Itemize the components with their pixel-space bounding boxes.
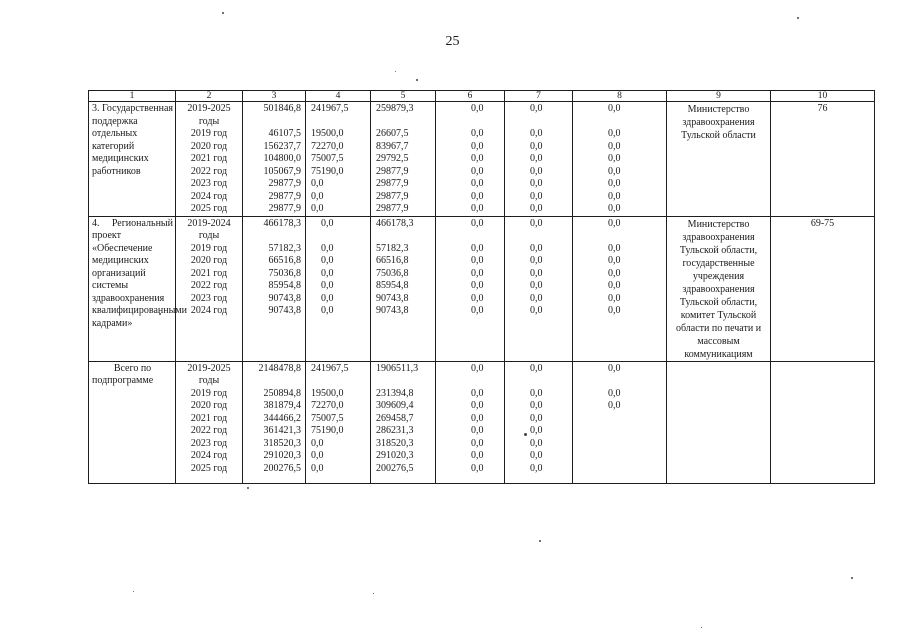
funding-col6-cell [436, 102, 505, 217]
table-row [89, 102, 875, 217]
period-total: 466178,3 [376, 217, 414, 229]
funding-col5-cell [371, 216, 436, 361]
year-value: 0,0 [311, 190, 324, 202]
measure-name-cell [89, 102, 176, 217]
year-value: 0,0 [471, 437, 484, 449]
year-value: 46107,5 [268, 128, 301, 139]
year-label: 2020 год [190, 255, 228, 266]
year-value: 0,0 [608, 267, 621, 279]
responsible-line: Тульской области, [679, 244, 758, 256]
year-value: 286231,3 [376, 425, 414, 436]
year-value: 0,0 [311, 462, 324, 474]
year-value: 105067,9 [263, 165, 301, 177]
year-value: 0,0 [530, 400, 543, 411]
year-value: 0,0 [471, 400, 484, 411]
year-value: 231394,8 [376, 387, 414, 399]
funding-col4-cell [306, 361, 371, 483]
year-value: 75036,8 [376, 267, 409, 279]
year-value: 0,0 [530, 437, 543, 449]
funding-col7-cell [505, 361, 573, 483]
year-value: 72270,0 [311, 140, 344, 152]
year-value: 0,0 [311, 178, 324, 189]
year-value: 0,0 [321, 305, 334, 316]
year-value: 0,0 [530, 292, 543, 304]
year-value: 29877,9 [268, 190, 301, 202]
column-number: 4 [306, 91, 371, 102]
period-total: 0,0 [608, 103, 621, 114]
year-value: 0,0 [608, 255, 621, 266]
funding-col7-cell [505, 102, 573, 217]
period-total: 259879,3 [376, 103, 414, 114]
year-value: 0,0 [530, 305, 543, 316]
page-number: 25 [445, 34, 460, 49]
column-number: 3 [243, 91, 306, 102]
measure-name: 4. Региональный проект «Обеспечение медицинских организаций системы здравоохранения квалифицированными кадрами» [92, 217, 187, 329]
measure-name-cell [89, 361, 176, 483]
year-value: 0,0 [530, 267, 543, 279]
period-total: 0,0 [530, 217, 543, 229]
year-value: 0,0 [530, 153, 543, 164]
year-value: 75190,0 [311, 165, 344, 177]
scan-speck [851, 577, 853, 579]
year-value: 0,0 [471, 462, 484, 474]
period-cell [176, 216, 243, 361]
year-label: 2021 год [190, 153, 228, 164]
period-total: 501846,8 [263, 103, 301, 114]
year-label: 2021 год [190, 267, 228, 279]
year-value: 29877,9 [268, 203, 301, 214]
year-value: 0,0 [530, 140, 543, 152]
year-label: 2019 год [190, 128, 228, 139]
year-value: 0,0 [530, 412, 543, 424]
period-total: 0,0 [608, 362, 621, 374]
funding-col5-cell [371, 361, 436, 483]
year-value: 0,0 [530, 462, 543, 474]
scan-speck [416, 79, 418, 81]
year-value: 0,0 [471, 128, 484, 139]
year-value: 0,0 [471, 178, 484, 189]
period-total: 241967,5 [311, 362, 349, 374]
indicator-ref-cell [771, 216, 875, 361]
period-range: 2019-2025 [187, 362, 231, 374]
total-funding-cell [243, 102, 306, 217]
year-value: 75190,0 [311, 425, 344, 436]
year-value: 0,0 [530, 203, 543, 214]
year-value: 75036,8 [268, 267, 301, 279]
year-value: 0,0 [321, 267, 334, 279]
year-value: 0,0 [608, 203, 621, 214]
year-value: 29877,9 [376, 178, 409, 189]
year-value: 0,0 [530, 255, 543, 266]
responsible-line: массовым [697, 335, 740, 347]
period-total: 0,0 [321, 217, 334, 229]
responsible-executor-cell [667, 361, 771, 483]
year-value: 0,0 [311, 437, 324, 449]
responsible-line: здравоохранения [682, 117, 755, 128]
indicator-ref-cell [771, 102, 875, 217]
year-value: 0,0 [530, 128, 543, 139]
year-label: 2022 год [190, 280, 228, 291]
year-value: 0,0 [311, 203, 324, 214]
responsible-line: Министерство [687, 104, 750, 115]
year-value: 0,0 [608, 387, 621, 399]
period-total: 241967,5 [311, 103, 349, 114]
year-value: 19500,0 [311, 128, 344, 139]
year-label: 2023 год [190, 178, 228, 189]
year-value: 291020,3 [263, 450, 301, 461]
year-value: 72270,0 [311, 400, 344, 411]
year-label: 2019 год [190, 387, 228, 399]
year-label: 2019 год [190, 242, 228, 254]
year-value: 57182,3 [268, 242, 301, 254]
year-value: 381879,4 [263, 400, 301, 411]
year-value: 0,0 [321, 280, 334, 291]
year-value: 0,0 [471, 190, 484, 202]
year-value: 0,0 [471, 203, 484, 214]
year-value: 90743,8 [268, 305, 301, 316]
year-value: 0,0 [321, 242, 334, 254]
year-value: 200276,5 [376, 462, 414, 474]
year-label: 2021 год [190, 412, 228, 424]
year-value: 0,0 [321, 255, 334, 266]
year-label: 2024 год [190, 305, 228, 316]
responsible-line: здравоохранения [682, 283, 755, 295]
year-label: 2025 год [190, 203, 228, 214]
year-value: 344466,2 [263, 412, 301, 424]
year-value: 0,0 [471, 165, 484, 177]
year-value: 0,0 [530, 387, 543, 399]
indicator-ref: 76 [817, 103, 828, 114]
indicator-ref: 69-75 [810, 217, 835, 229]
period-total: 0,0 [471, 362, 484, 374]
year-value: 0,0 [471, 280, 484, 291]
period-range: 2019-2025 [187, 103, 231, 114]
year-value: 0,0 [608, 178, 621, 189]
year-value: 90743,8 [376, 292, 409, 304]
year-value: 0,0 [321, 292, 334, 304]
responsible-executor-cell [667, 102, 771, 217]
year-value: 0,0 [471, 153, 484, 164]
year-value: 0,0 [530, 280, 543, 291]
funding-col8-cell [573, 216, 667, 361]
responsible-executor-cell [667, 216, 771, 361]
scan-speck [539, 540, 541, 542]
year-value: 269458,7 [376, 412, 414, 424]
year-value: 85954,8 [268, 280, 301, 291]
year-value: 0,0 [608, 400, 621, 411]
table-row-total [89, 361, 875, 483]
year-value: 85954,8 [376, 280, 409, 291]
year-value: 75007,5 [311, 153, 344, 164]
scan-speck [797, 17, 799, 19]
year-value: 0,0 [311, 450, 324, 461]
responsible-line: Министерство [687, 218, 750, 230]
column-number: 2 [176, 91, 243, 102]
column-number: 1 [89, 91, 176, 102]
year-value: 0,0 [471, 242, 484, 254]
funding-col4-cell [306, 102, 371, 217]
year-value: 66516,8 [376, 255, 409, 266]
year-value: 318520,3 [263, 437, 301, 449]
year-value: 156237,7 [263, 140, 301, 152]
period-total: 0,0 [471, 217, 484, 229]
year-value: 75007,5 [311, 412, 344, 424]
year-value: 0,0 [608, 292, 621, 304]
funding-col8-cell [573, 361, 667, 483]
period-total: 2148478,8 [258, 362, 301, 374]
responsible-line: коммуникациям [684, 348, 753, 360]
year-value: 0,0 [530, 178, 543, 189]
scan-speck [373, 593, 374, 594]
year-value: 0,0 [608, 305, 621, 316]
responsible-line: комитет Тульской [680, 309, 757, 321]
year-value: 0,0 [471, 267, 484, 279]
subprogram-funding-table [88, 90, 875, 484]
scan-speck [701, 627, 702, 628]
year-label: 2025 год [190, 462, 228, 474]
period-cell [176, 361, 243, 483]
year-label: 2023 год [190, 292, 228, 304]
year-value: 0,0 [530, 165, 543, 177]
period-cell [176, 102, 243, 217]
scan-speck [222, 12, 224, 14]
funding-col6-cell [436, 361, 505, 483]
year-value: 0,0 [608, 140, 621, 152]
funding-col7-cell [505, 216, 573, 361]
year-value: 29877,9 [268, 178, 301, 189]
period-total: 1906511,3 [376, 362, 419, 374]
year-value: 26607,5 [376, 128, 409, 139]
column-number-row [89, 91, 875, 102]
year-value: 0,0 [471, 450, 484, 461]
year-value: 0,0 [471, 140, 484, 152]
year-label: 2020 год [190, 400, 228, 411]
total-funding-cell [243, 361, 306, 483]
year-value: 90743,8 [268, 292, 301, 304]
year-value: 29877,9 [376, 190, 409, 202]
measure-name: 3. Государственная поддержка отдельных категорий медицинских работников [92, 103, 174, 177]
year-value: 90743,8 [376, 305, 409, 316]
scan-speck [247, 487, 249, 489]
column-number: 7 [505, 91, 573, 102]
period-total: 0,0 [471, 103, 484, 114]
responsible-line: Тульской области [681, 130, 756, 141]
responsible-line: государственные [682, 257, 755, 269]
period-unit: годы [198, 115, 220, 127]
column-number: 5 [371, 91, 436, 102]
year-value: 200276,5 [263, 462, 301, 474]
year-label: 2020 год [190, 140, 228, 152]
year-label: 2022 год [190, 425, 228, 436]
measure-name-cell [89, 216, 187, 361]
year-value: 0,0 [471, 292, 484, 304]
year-value: 66516,8 [268, 255, 301, 266]
year-label: 2023 год [190, 437, 228, 449]
year-value: 83967,7 [376, 140, 409, 152]
funding-col5-cell [371, 102, 436, 217]
period-total: 0,0 [530, 103, 543, 114]
year-label: 2024 год [190, 190, 228, 202]
year-value: 0,0 [471, 412, 484, 424]
year-value: 104800,0 [263, 153, 301, 164]
funding-col4-cell [306, 216, 371, 361]
period-total: 0,0 [530, 362, 543, 374]
column-number: 9 [667, 91, 771, 102]
year-value: 0,0 [530, 425, 543, 436]
measure-name: Всего по подпрограмме [92, 362, 154, 386]
column-number: 8 [573, 91, 667, 102]
responsible-line: Тульской области, [679, 296, 758, 308]
period-range: 2019-2024 [187, 217, 231, 229]
year-label: 2024 год [190, 450, 228, 461]
year-value: 0,0 [471, 305, 484, 316]
year-value: 318520,3 [376, 437, 414, 449]
year-value: 291020,3 [376, 450, 414, 461]
year-value: 0,0 [530, 242, 543, 254]
column-number: 10 [771, 91, 875, 102]
year-value: 29877,9 [376, 203, 409, 214]
year-value: 0,0 [471, 387, 484, 399]
year-value: 0,0 [608, 190, 621, 202]
year-value: 0,0 [608, 128, 621, 139]
year-value: 0,0 [471, 255, 484, 266]
year-value: 57182,3 [376, 242, 409, 254]
responsible-line: учреждения [692, 270, 745, 282]
column-number: 6 [436, 91, 505, 102]
year-value: 0,0 [608, 165, 621, 177]
period-total: 0,0 [608, 217, 621, 229]
year-value: 0,0 [471, 425, 484, 436]
funding-col8-cell [573, 102, 667, 217]
responsible-line: здравоохранения [682, 231, 755, 243]
scan-speck [395, 71, 396, 72]
year-value: 0,0 [530, 190, 543, 202]
year-value: 19500,0 [311, 387, 344, 399]
year-value: 361421,3 [263, 425, 301, 436]
year-value: 0,0 [530, 450, 543, 461]
table-row [89, 216, 875, 361]
period-unit: годы [198, 230, 220, 241]
year-value: 250894,8 [263, 387, 301, 399]
year-value: 0,0 [608, 242, 621, 254]
year-value: 309609,4 [376, 400, 414, 411]
indicator-ref-cell [771, 361, 875, 483]
scan-speck [133, 591, 134, 592]
period-total: 466178,3 [263, 217, 301, 229]
year-value: 29792,5 [376, 153, 409, 164]
funding-col6-cell [436, 216, 505, 361]
responsible-line: области по печати и [675, 322, 762, 334]
total-funding-cell [243, 216, 306, 361]
year-value: 0,0 [608, 153, 621, 164]
year-value: 29877,9 [376, 165, 409, 177]
year-value: 0,0 [608, 280, 621, 291]
year-label: 2022 год [190, 165, 228, 177]
period-unit: годы [198, 375, 220, 386]
